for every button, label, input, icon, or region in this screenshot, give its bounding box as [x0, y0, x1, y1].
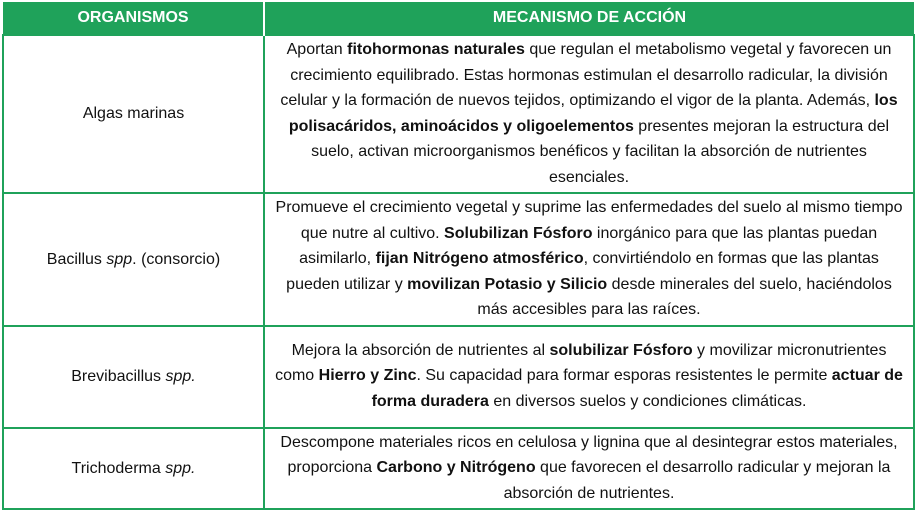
- table-row: [3, 193, 914, 326]
- mechanism-text: , convirtiéndolo en formas que las plantas pueden utilizar y: [286, 250, 879, 293]
- header-mechanism: MECANISMO DE ACCIÓN: [264, 2, 914, 35]
- table-row: [3, 326, 914, 428]
- organism-name-italic: spp: [106, 250, 133, 268]
- mechanism-text: Aportan: [286, 41, 348, 58]
- organism-name: Bacillus: [46, 250, 107, 268]
- mechanism-highlight: Carbono y Nitrógeno: [376, 459, 536, 476]
- table-row: [3, 428, 914, 510]
- mechanism-text: desde minerales del suelo, haciéndolos más accesibles para las raíces.: [477, 275, 892, 318]
- mechanism-highlight: fitohormonas naturales: [347, 41, 525, 58]
- organism-cell: [3, 193, 264, 326]
- mechanism-highlight: solubilizar Fósforo: [549, 341, 693, 359]
- mechanism-cell: [264, 35, 914, 193]
- mechanism-text: que favorecen el desarrollo radicular y mejoran la absorción de nutrientes.: [503, 459, 891, 502]
- table-header-row: [3, 2, 914, 35]
- mechanism-text: . Su capacidad para formar esporas resistentes le permite: [416, 367, 832, 385]
- organism-name-italic: spp.: [165, 459, 196, 477]
- mechanism-text: Descompone materiales ricos en celulosa y lignina que al desintegrar estos materiales, proporciona: [280, 433, 898, 476]
- organism-name-extra: . (consorcio): [132, 250, 221, 268]
- organism-name-italic: spp.: [165, 367, 196, 385]
- mechanism-text: presentes mejoran la estructura del suelo, activan microorganismos benéficos y facilitan la absorción de nutrientes esenciales.: [311, 117, 890, 186]
- organism-name: Algas marinas: [82, 105, 185, 123]
- organism-cell: [3, 326, 264, 428]
- mechanism-highlight: Hierro y Zinc: [318, 367, 417, 385]
- table-row: [3, 35, 914, 193]
- mechanism-highlight: los polisacáridos, aminoácidos y oligoelementos: [288, 92, 898, 135]
- mechanism-text: Mejora la absorción de nutrientes al: [291, 341, 550, 359]
- mechanism-text: y movilizar micronutrientes como: [275, 341, 887, 385]
- mechanism-highlight: fijan Nitrógeno atmosférico: [375, 250, 584, 267]
- mechanism-text: en diversos suelos y condiciones climáticas.: [488, 392, 807, 410]
- mechanism-cell: [264, 193, 914, 326]
- mechanism-text: que regulan el metabolismo vegetal y favorecen un crecimiento equilibrado. Estas hormonas estimulan el desarrollo radicular, la división celular y la formación de nuevos tejidos, optimizando el vigor de la planta. Además,: [280, 41, 892, 109]
- header-organisms: ORGANISMOS: [3, 2, 264, 35]
- organism-name: Brevibacillus: [71, 367, 166, 385]
- organism-cell: [3, 428, 264, 510]
- organism-name: Trichoderma: [71, 459, 166, 477]
- organisms-table: [2, 2, 915, 510]
- mechanism-cell: [264, 326, 914, 428]
- mechanism-text: inorgánico para que las plantas puedan asimilarlo,: [299, 224, 878, 267]
- mechanism-highlight: actuar de forma duradera: [371, 367, 903, 410]
- organism-cell: [3, 35, 264, 193]
- mechanism-highlight: movilizan Potasio y Silicio: [407, 275, 608, 293]
- mechanism-highlight: Solubilizan Fósforo: [444, 224, 593, 242]
- mechanism-cell: [264, 428, 914, 510]
- mechanism-text: Promueve el crecimiento vegetal y suprime las enfermedades del suelo al mismo tiempo que nutre al cultivo.: [275, 199, 903, 242]
